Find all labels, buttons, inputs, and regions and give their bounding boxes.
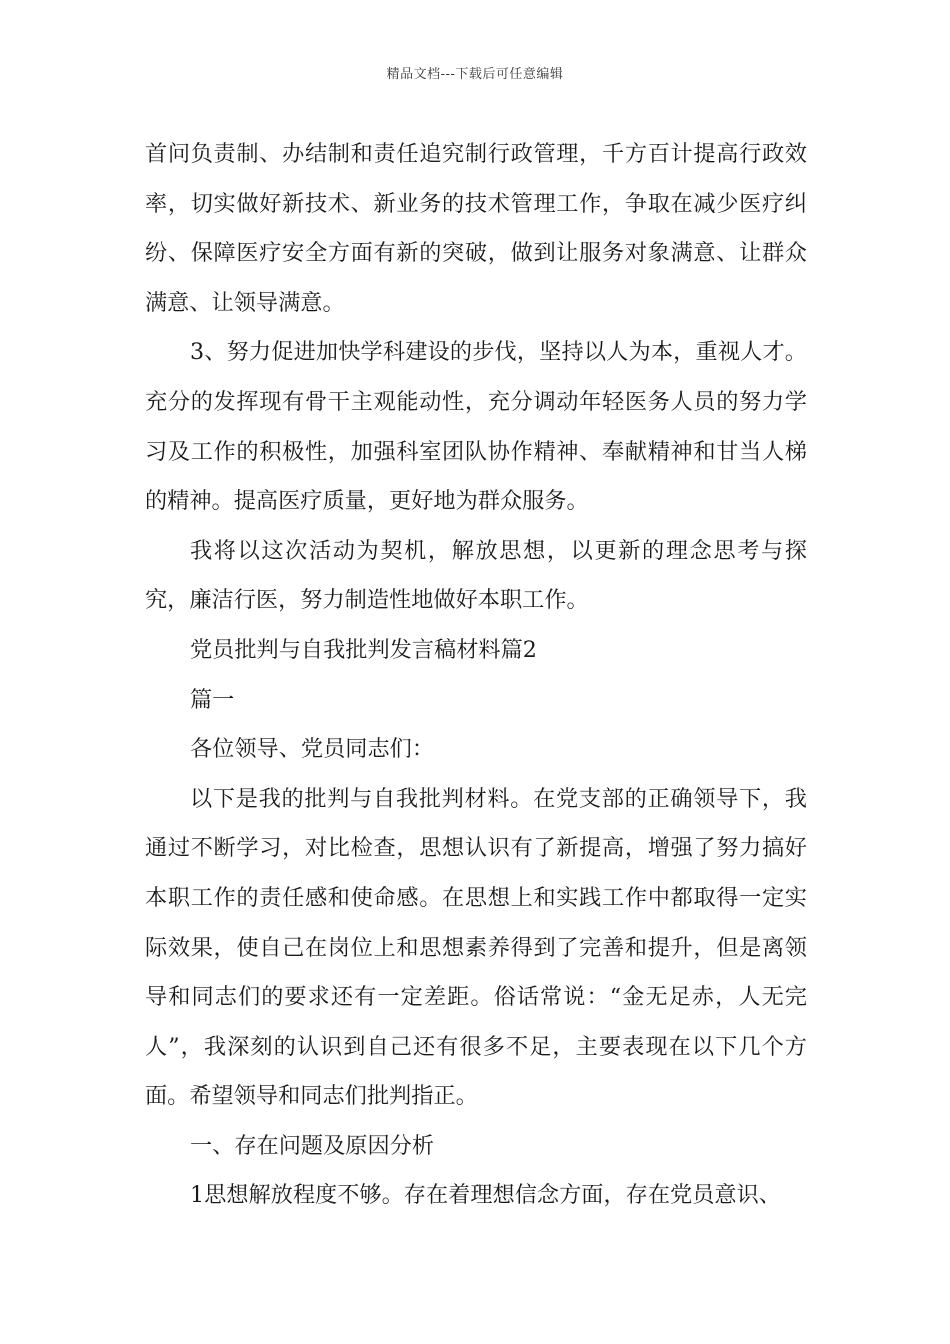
paragraph-intro: 以下是我的批判与自我批判材料。在党支部的正确领导下，我通过不断学习，对比检查，思想认识有了新提高，增强了努力搞好本职工作的责任感和使命感。在思想上和实践工作中都取得一定实际效果，使自己在岗位上和思想素养得到了完善和提升，但是离领导和同志们的要求还有一定差距。俗话常说：“金无足赤，人无完人”，我深刻的认识到自己还有很多不足，主要表现在以下几个方面。希望领导和同志们批判指正。 [145, 785, 807, 1110]
paragraph-continuation: 首问负责制、办结制和责任追究制行政管理，千方百计提高行政效率，切实做好新技术、新业务的技术管理工作，争取在减少医疗纠纷、保障医疗安全方面有新的突破，做到让服务对象满意、让群众满意、让领导满意。 [145, 141, 807, 316]
paragraph-conclusion: 我将以这次活动为契机，解放思想，以更新的理念思考与探究，廉洁行医，努力制造性地做好本职工作。 [145, 537, 807, 614]
page-header: 精品文档---下载后可任意编辑 [386, 67, 564, 82]
section-title: 党员批判与自我批判发言稿材料篇2 [190, 636, 537, 663]
sub-section-title: 篇一 [190, 686, 235, 713]
heading-problems: 一、存在问题及原因分析 [190, 1132, 435, 1159]
paragraph-item-3: 3、努力促进加快学科建设的步伐，坚持以人为本，重视人才。充分的发挥现有骨干主观能动性，充分调动年轻医务人员的努力学习及工作的积极性，加强科室团队协作精神、奉献精神和甘当人梯的精神。提高医疗质量，更好地为群众服务。 [145, 339, 807, 515]
paragraph-point-1: 1思想解放程度不够。存在着理想信念方面，存在党员意识、 [190, 1182, 781, 1209]
document-body [145, 130, 807, 1221]
salutation: 各位领导、党员同志们： [190, 736, 435, 763]
